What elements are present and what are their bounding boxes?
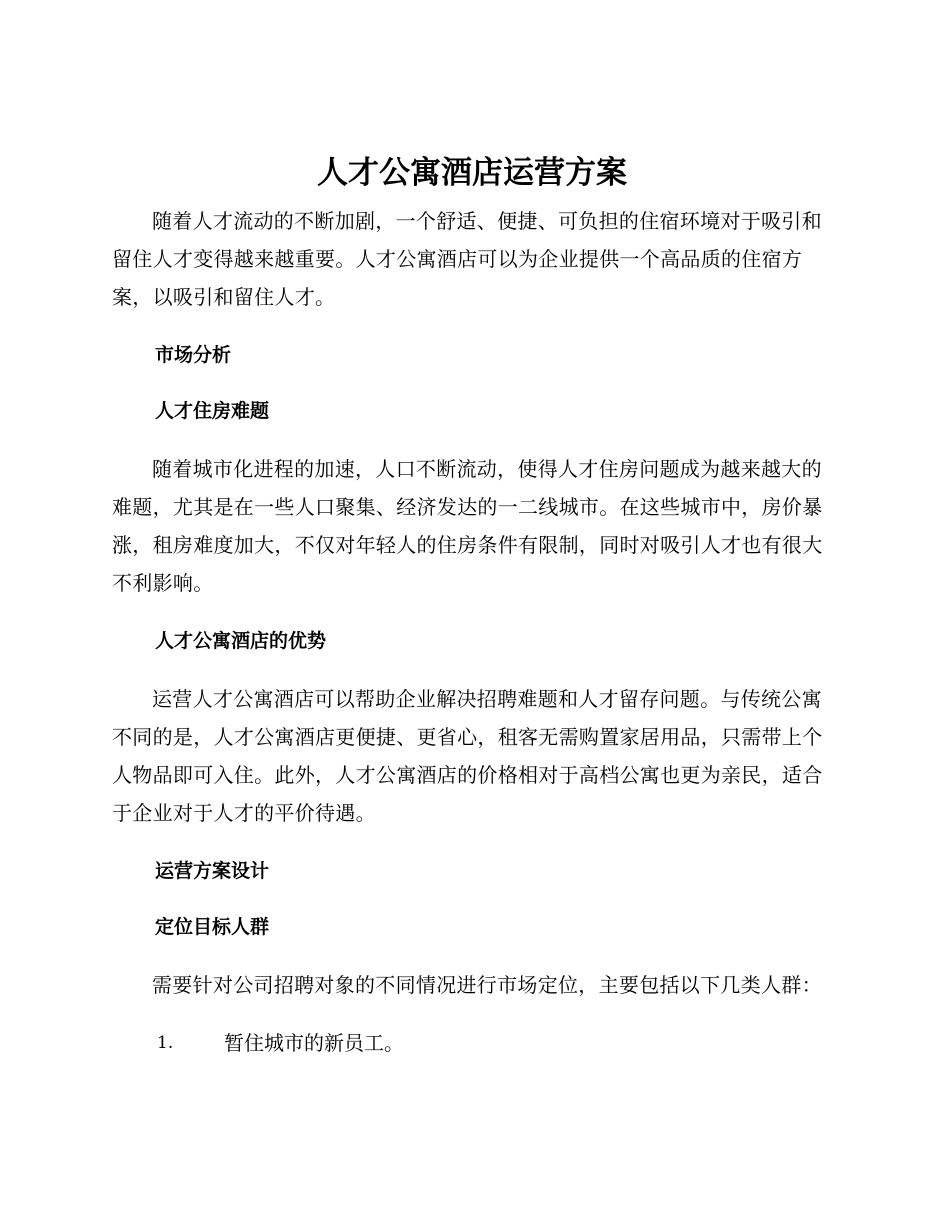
document-title: 人才公寓酒店运营方案 [317, 155, 627, 191]
spacer [112, 656, 832, 680]
section-heading-market-analysis: 市场分析 [155, 344, 232, 366]
housing-problem-paragraph: 随着城市化进程的加速，人口不断流动，使得人才住房问题成为越来越大的难题，尤其是在一些人口聚集、经济发达的一二线城市。在这些城市中，房价暴涨，租房难度加大，不仅对年轻人的住房条件有限制，同时对吸引人才也有很大不利影响。 [112, 457, 823, 595]
spacer [112, 886, 832, 912]
section-heading-operation-design: 运营方案设计 [155, 860, 270, 882]
subheading-advantages: 人才公寓酒店的优势 [155, 630, 327, 652]
spacer [112, 426, 832, 450]
list-item [112, 1028, 832, 1058]
subheading-housing-problem: 人才住房难题 [155, 400, 270, 422]
intro-paragraph: 随着人才流动的不断加剧，一个舒适、便捷、可负担的住宿环境对于吸引和留住人才变得越来越重要。人才公寓酒店可以为企业提供一个高品质的住宿方案，以吸引和留住人才。 [112, 209, 822, 309]
advantages-paragraph: 运营人才公寓酒店可以帮助企业解决招聘难题和人才留存问题。与传统公寓不同的是，人才公寓酒店更便捷、更省心，租客无需购置家居用品，只需带上个人物品即可入住。此外，人才公寓酒店的价格相对于高档公寓也更为亲民，适合于企业对于人才的平价待遇。 [112, 687, 823, 825]
list-item-text: 暂住城市的新员工。 [224, 1031, 404, 1055]
spacer [112, 370, 832, 396]
document-page [112, 150, 832, 1058]
spacer [112, 602, 832, 626]
target-audience-paragraph: 需要针对公司招聘对象的不同情况进行市场定位，主要包括以下几类人群： [152, 973, 822, 997]
subheading-target-audience: 定位目标人群 [155, 916, 270, 938]
list-item-number: 1. [157, 1033, 174, 1053]
spacer [112, 832, 832, 856]
spacer [112, 316, 832, 340]
spacer [112, 942, 832, 966]
spacer [112, 1004, 832, 1028]
